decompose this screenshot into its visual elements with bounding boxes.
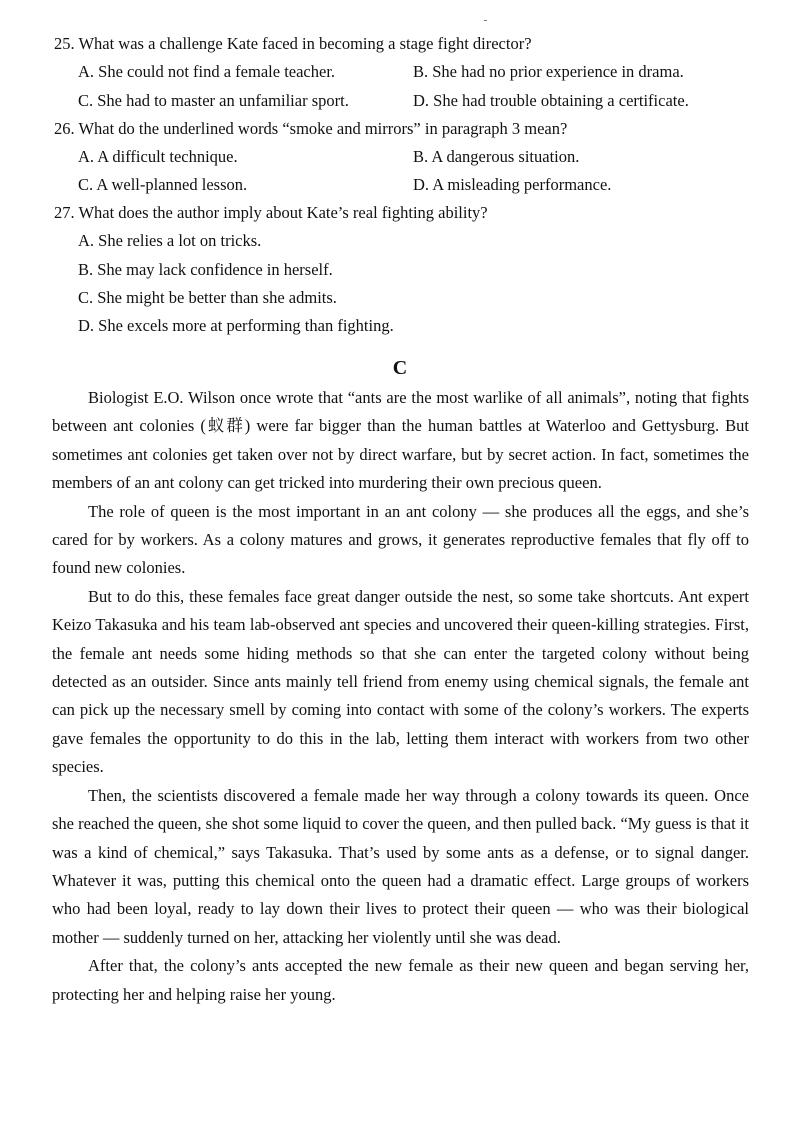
question-25-option-b: B. She had no prior experience in drama. <box>413 62 684 81</box>
question-26-option-a: A. A difficult technique. <box>78 147 238 166</box>
paragraph-4: Then, the scientists discovered a female made her way through a colony towards its queen. Once she reached the queen, she shot some liquid to cover the queen, and then pulled back. “My guess is that it was a kind of chemical,” says Takasuka. That’s used by some ants as a defense, or to signal danger. Whatever it was, putting this chemical onto the queen had a dramatic effect. Large groups of workers who had been loyal, ready to lay down their lives to protect their queen — who was their biological mother — suddenly turned on her, attacking her violently until she was dead. <box>52 785 749 947</box>
question-25-option-c: C. She had to master an unfamiliar sport. <box>78 91 349 110</box>
question-26-stem: 26. What do the underlined words “smoke and mirrors” in paragraph 3 mean? <box>54 119 568 138</box>
question-27-option-d: D. She excels more at performing than fighting. <box>78 316 394 335</box>
question-27-option-c: C. She might be better than she admits. <box>78 288 337 307</box>
question-25-stem: 25. What was a challenge Kate faced in becoming a stage fight director? <box>54 34 532 53</box>
question-26-option-c: C. A well-planned lesson. <box>78 175 248 194</box>
question-27-option-a: A. She relies a lot on tricks. <box>78 231 262 250</box>
question-25-option-d: D. She had trouble obtaining a certificate. <box>413 91 689 110</box>
question-26-option-d: D. A misleading performance. <box>413 175 612 194</box>
question-27-stem: 27. What does the author imply about Kate’s real fighting ability? <box>54 203 488 222</box>
paragraph-3: But to do this, these females face great danger outside the nest, so some take shortcuts. Ant expert Keizo Takasuka and his team lab-observed ant species and uncovered their queen-killing strategies. First, the female ant needs some hiding methods so that she can enter the targeted colony without being detected as an outsider. Since ants mainly tell friend from enemy using chemical signals, the female ant can pick up the necessary smell by coming into contact with some of the colony’s workers. The experts gave females the opportunity to do this in the lab, letting them interact with workers from two other species. <box>52 586 749 777</box>
paragraph-1: Biologist E.O. Wilson once wrote that “ants are the most warlike of all animals”, noting that fights between ant colonies (蚁群) were far bigger than the human battles at Waterloo and Gettysburg. But sometimes ant colonies get taken over not by direct warfare, but by secret action. In fact, sometimes the members of an ant colony can get tricked into murdering their own precious queen. <box>52 388 749 493</box>
question-25-option-a: A. She could not find a female teacher. <box>78 62 336 81</box>
paragraph-5: After that, the colony’s ants accepted the new female as their new queen and began serving her, protecting her and helping raise her young. <box>52 956 749 1004</box>
reading-passage <box>52 384 749 1009</box>
question-27-option-b: B. She may lack confidence in herself. <box>78 260 333 279</box>
paragraph-2: The role of queen is the most important in an ant colony — she produces all the eggs, and she’s cared for by workers. As a colony matures and grows, it generates reproductive females that fly off to found new colonies. <box>52 501 749 578</box>
scan-mark <box>484 20 487 21</box>
section-heading: C <box>392 357 408 379</box>
question-26-option-b: B. A dangerous situation. <box>413 147 580 166</box>
